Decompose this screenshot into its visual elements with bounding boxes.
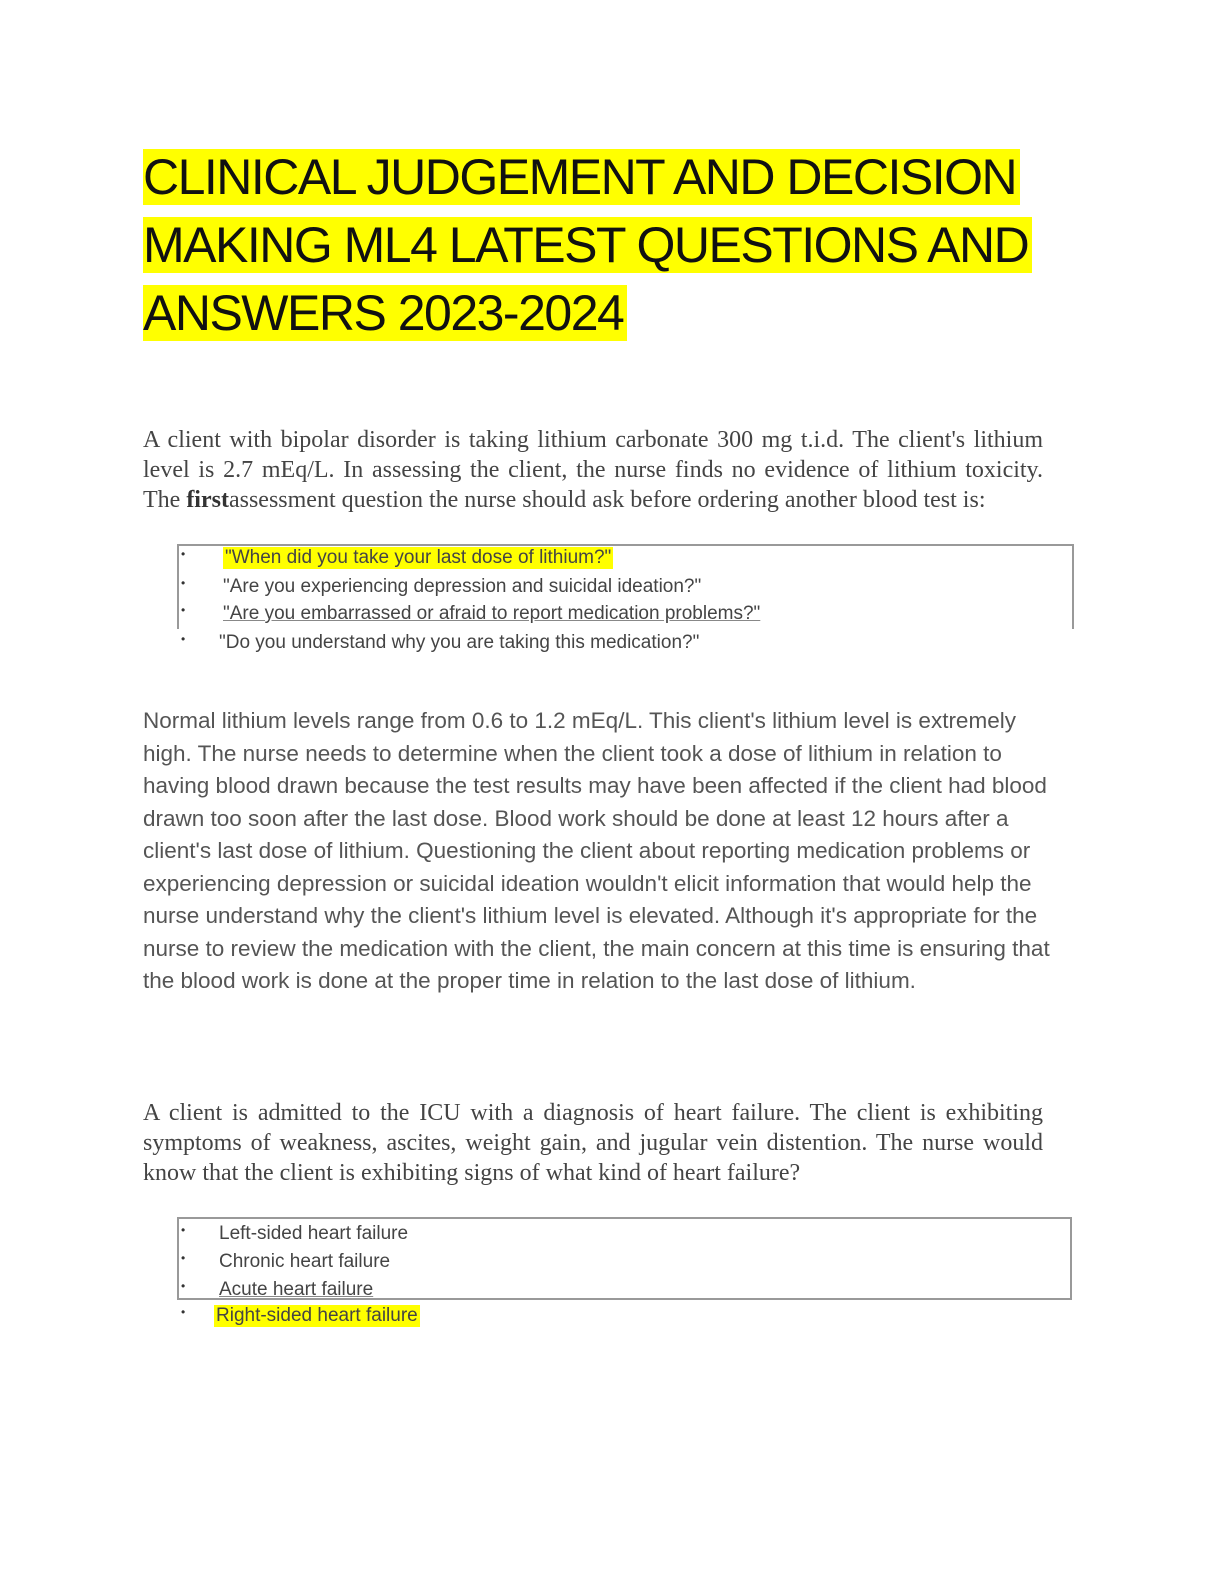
document-title (143, 143, 1043, 347)
bullet-icon: • (181, 1223, 186, 1237)
correct-answer-highlight: Right-sided heart failure (216, 1305, 418, 1326)
emphasis-first: first (186, 487, 229, 513)
bullet-icon: • (181, 632, 186, 646)
question-1-explanation: Normal lithium levels range from 0.6 to 1.2 mEq/L. This client's lithium level is extremely high. The nurse needs to determine when the client took a dose of lithium in relation to having blood drawn because the test results may have been affected if the client had blood drawn too soon after the last dose. Blood work should be done at least 12 hours after a client's last dose of lithium. Questioning the client about reporting medication problems or experiencing depression or suicidal ideation wouldn't elicit information that would help the nurse understand why the client's lithium level is elevated. Although it's appropriate for the nurse to review the medication with the client, the main concern at this time is ensuring that the blood work is done at the proper time in relation to the last dose of lithium. (143, 708, 1050, 993)
title-highlight: CLINICAL JUDGEMENT AND DECISION MAKING ML4 LATEST QUESTIONS AND ANSWERS 2023-2024 (143, 149, 1032, 341)
bullet-icon: • (181, 1251, 186, 1265)
correct-answer-highlight: "When did you take your last dose of lithium?" (225, 547, 612, 568)
bullet-icon: • (181, 576, 186, 590)
bullet-icon: • (181, 1305, 186, 1319)
bullet-icon: • (181, 547, 186, 561)
question-2-stem: A client is admitted to the ICU with a diagnosis of heart failure. The client is exhibiting symptoms of weakness, ascites, weight gain, and jugular vein distention. The nurse would know that the client is exhibiting signs of what kind of heart failure? (143, 1100, 1043, 1186)
bullet-icon: • (181, 1279, 186, 1293)
bullet-icon: • (181, 603, 186, 617)
question-1-stem: A client with bipolar disorder is taking lithium carbonate 300 mg t.i.d. The client's lithium level is 2.7 mEq/L. In assessing the client, the nurse finds no evidence of lithium toxicity. The firstassessment question the nurse should ask before ordering another blood test is: (143, 427, 1043, 513)
